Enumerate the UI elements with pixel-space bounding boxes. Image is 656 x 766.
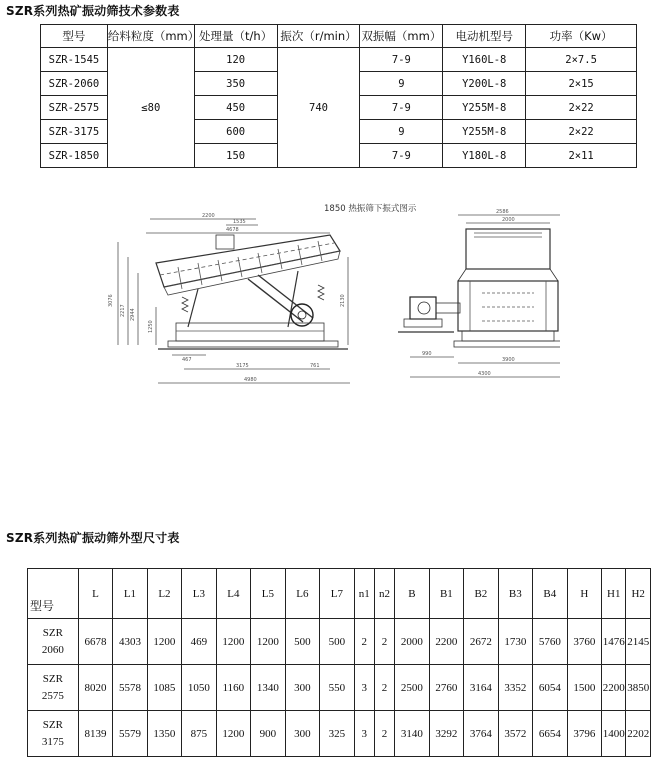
cell-value: 1340 xyxy=(251,665,285,711)
dim-label: 4300 xyxy=(478,371,491,377)
model-size: 2575 xyxy=(41,689,64,702)
cell-value: 500 xyxy=(320,619,354,665)
cell-value: 550 xyxy=(320,665,354,711)
cell-value: 1200 xyxy=(147,619,181,665)
cell-value: 6054 xyxy=(533,665,567,711)
cell-value: 3164 xyxy=(464,665,498,711)
dim-label: 4980 xyxy=(244,377,257,383)
cell-model: SZR-3175 xyxy=(41,120,108,144)
cell-value: 2200 xyxy=(602,665,626,711)
cell-power: 2×7.5 xyxy=(526,48,637,72)
cell-value: 2145 xyxy=(626,619,651,665)
dim-label: 3076 xyxy=(108,294,114,307)
cell-amplitude: 7-9 xyxy=(360,48,443,72)
cell-value: 3140 xyxy=(395,711,429,757)
cell-model: SZR-1850 xyxy=(41,144,108,168)
cell-value: 2200 xyxy=(429,619,463,665)
header-col: B xyxy=(395,569,429,619)
cell-value: 3292 xyxy=(429,711,463,757)
table-row xyxy=(41,48,637,72)
cell-value: 2672 xyxy=(464,619,498,665)
header-col: L3 xyxy=(182,569,216,619)
model-series: SZR xyxy=(42,718,63,731)
cell-amplitude: 7-9 xyxy=(360,96,443,120)
dim-label: 2586 xyxy=(496,209,509,215)
cell-motor: Y180L-8 xyxy=(443,144,526,168)
dim-label: 4678 xyxy=(226,227,239,233)
dimension-table-title: SZR系列热矿振动筛外型尺寸表 xyxy=(6,531,180,545)
cell-value: 5760 xyxy=(533,619,567,665)
cell-value: 2000 xyxy=(395,619,429,665)
cell-motor: Y160L-8 xyxy=(443,48,526,72)
dim-label: 3900 xyxy=(502,357,515,363)
model-size: 2060 xyxy=(41,643,64,656)
cell-value: 8139 xyxy=(78,711,112,757)
cell-value: 1200 xyxy=(216,711,250,757)
header-col: B2 xyxy=(464,569,498,619)
header-col: L7 xyxy=(320,569,354,619)
cell-value: 1350 xyxy=(147,711,181,757)
cell-capacity: 450 xyxy=(194,96,277,120)
cell-value: 1160 xyxy=(216,665,250,711)
cell-value: 2760 xyxy=(429,665,463,711)
cell-value: 1500 xyxy=(567,665,601,711)
cell-amplitude: 9 xyxy=(360,120,443,144)
cell-value: 2 xyxy=(374,665,394,711)
cell-value: 1200 xyxy=(216,619,250,665)
header-model: 型号 xyxy=(28,569,79,619)
dim-label: 2217 xyxy=(120,304,126,317)
cell-amplitude: 9 xyxy=(360,72,443,96)
cell-feed-size: ≤80 xyxy=(107,48,194,168)
header-col: B1 xyxy=(429,569,463,619)
cell-capacity: 600 xyxy=(194,120,277,144)
cell-value: 2500 xyxy=(395,665,429,711)
cell-model xyxy=(28,711,79,757)
header-col: n1 xyxy=(354,569,374,619)
spec-table-title: SZR系列热矿振动筛技术参数表 xyxy=(6,4,180,18)
cell-value: 2 xyxy=(374,619,394,665)
cell-amplitude: 7-9 xyxy=(360,144,443,168)
header-col: L5 xyxy=(251,569,285,619)
drawing-caption: 1850 热振筛下振式图示 xyxy=(324,204,417,214)
header-frequency: 振次（r/min） xyxy=(277,25,360,48)
header-col: H1 xyxy=(602,569,626,619)
header-capacity: 处理量（t/h） xyxy=(194,25,277,48)
model-series: SZR xyxy=(42,672,63,685)
dim-label: 1535 xyxy=(233,219,246,225)
screen-diagram xyxy=(98,197,560,409)
header-col: L2 xyxy=(147,569,181,619)
cell-model xyxy=(28,619,79,665)
cell-frequency: 740 xyxy=(277,48,360,168)
cell-value: 469 xyxy=(182,619,216,665)
cell-value: 875 xyxy=(182,711,216,757)
cell-value: 300 xyxy=(285,665,319,711)
table-row xyxy=(28,619,651,665)
dim-label: 2200 xyxy=(202,213,215,219)
cell-value: 6654 xyxy=(533,711,567,757)
cell-value: 300 xyxy=(285,711,319,757)
cell-value: 3764 xyxy=(464,711,498,757)
cell-model xyxy=(28,665,79,711)
header-model: 型号 xyxy=(41,25,108,48)
table-header-row xyxy=(28,569,651,619)
cell-value: 8020 xyxy=(78,665,112,711)
dim-label: 990 xyxy=(422,351,432,357)
cell-value: 6678 xyxy=(78,619,112,665)
tech-params-table xyxy=(40,24,637,168)
cell-model: SZR-2575 xyxy=(41,96,108,120)
cell-value: 3 xyxy=(354,711,374,757)
table-header-row xyxy=(41,25,637,48)
dim-label: 2130 xyxy=(340,294,346,307)
cell-value: 3760 xyxy=(567,619,601,665)
header-col: L6 xyxy=(285,569,319,619)
cell-value: 1085 xyxy=(147,665,181,711)
header-col: H xyxy=(567,569,601,619)
cell-value: 1476 xyxy=(602,619,626,665)
cell-motor: Y200L-8 xyxy=(443,72,526,96)
cell-motor: Y255M-8 xyxy=(443,96,526,120)
cell-value: 3572 xyxy=(498,711,532,757)
header-col: B4 xyxy=(533,569,567,619)
cell-value: 5578 xyxy=(113,665,147,711)
model-size: 3175 xyxy=(41,735,64,748)
cell-value: 5579 xyxy=(113,711,147,757)
cell-value: 3796 xyxy=(567,711,601,757)
cell-model: SZR-2060 xyxy=(41,72,108,96)
cell-value: 2202 xyxy=(626,711,651,757)
header-feed-size: 给料粒度（mm） xyxy=(107,25,194,48)
header-col: H2 xyxy=(626,569,651,619)
cell-capacity: 350 xyxy=(194,72,277,96)
cell-value: 3352 xyxy=(498,665,532,711)
cell-value: 500 xyxy=(285,619,319,665)
header-col: L1 xyxy=(113,569,147,619)
table-row xyxy=(28,665,651,711)
header-col: L4 xyxy=(216,569,250,619)
header-amplitude: 双振幅（mm） xyxy=(360,25,443,48)
dim-label: 3175 xyxy=(236,363,249,369)
cell-value: 1050 xyxy=(182,665,216,711)
cell-value: 900 xyxy=(251,711,285,757)
dim-label: 1250 xyxy=(148,320,154,333)
cell-value: 2 xyxy=(374,711,394,757)
cell-value: 1730 xyxy=(498,619,532,665)
header-col: B3 xyxy=(498,569,532,619)
dim-label: 467 xyxy=(182,357,192,363)
cell-value: 3 xyxy=(354,665,374,711)
dim-label: 2944 xyxy=(130,308,136,321)
model-series: SZR xyxy=(42,626,63,639)
cell-value: 1200 xyxy=(251,619,285,665)
header-motor: 电动机型号 xyxy=(443,25,526,48)
header-col: L xyxy=(78,569,112,619)
dim-label: 2000 xyxy=(502,217,515,223)
cell-power: 2×22 xyxy=(526,120,637,144)
cell-value: 325 xyxy=(320,711,354,757)
cell-power: 2×22 xyxy=(526,96,637,120)
dimension-table xyxy=(27,568,651,757)
cell-value: 4303 xyxy=(113,619,147,665)
header-power: 功率（Kw） xyxy=(526,25,637,48)
table-row xyxy=(28,711,651,757)
cell-power: 2×11 xyxy=(526,144,637,168)
cell-value: 1400 xyxy=(602,711,626,757)
cell-value: 2 xyxy=(354,619,374,665)
cell-motor: Y255M-8 xyxy=(443,120,526,144)
cell-model: SZR-1545 xyxy=(41,48,108,72)
cell-value: 3850 xyxy=(626,665,651,711)
cell-capacity: 150 xyxy=(194,144,277,168)
cell-capacity: 120 xyxy=(194,48,277,72)
header-col: n2 xyxy=(374,569,394,619)
dim-label: 761 xyxy=(310,363,320,369)
cell-power: 2×15 xyxy=(526,72,637,96)
